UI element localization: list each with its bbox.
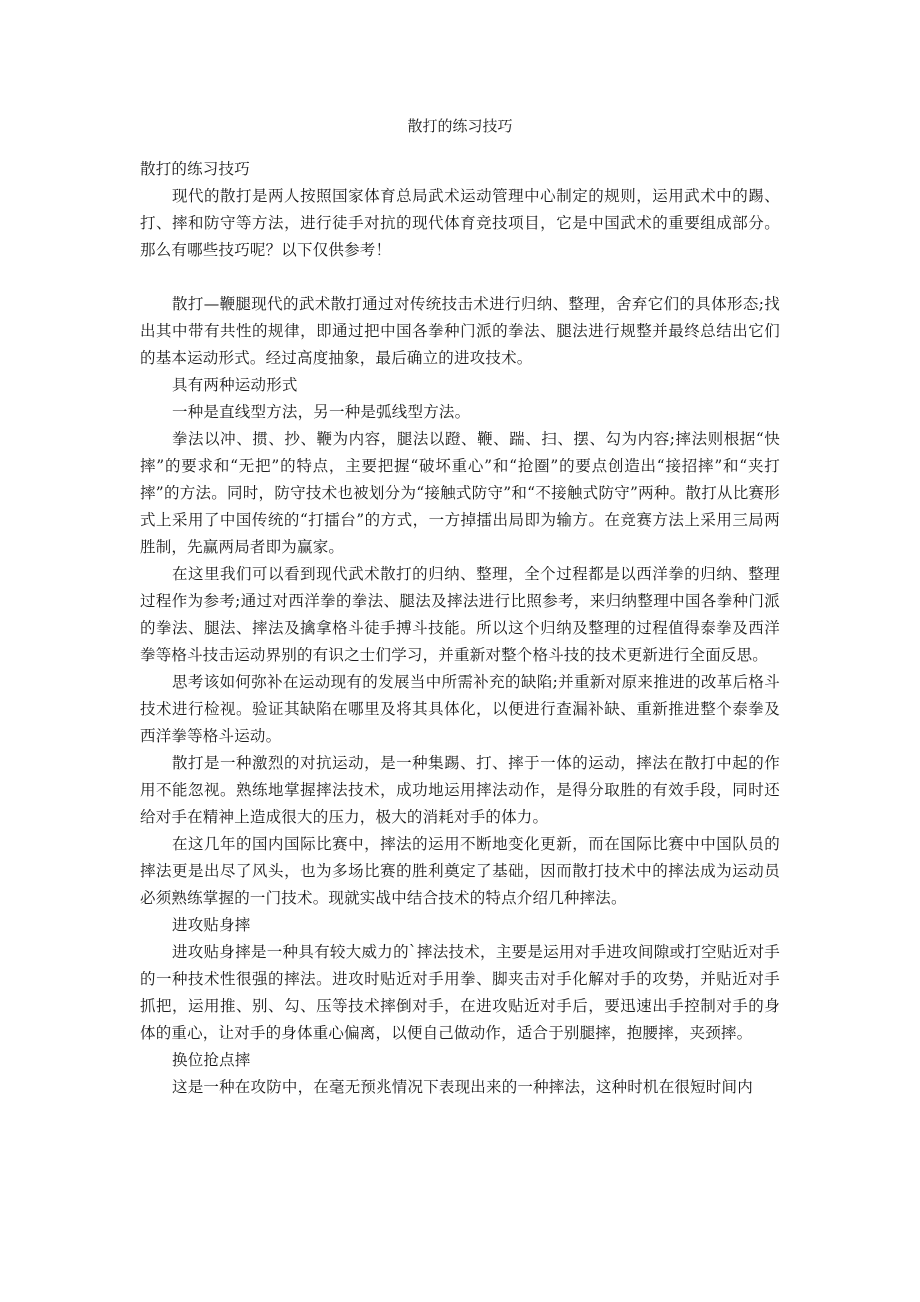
- paragraph-reflection: 思考该如何弥补在运动现有的发展当中所需补充的缺陷;并重新对原来推进的改革后格斗技术进行检视。验证其缺陷在哪里及将其具体化，以便进行查漏补缺、重新推进整个泰拳及西洋拳等格斗运动。: [140, 673, 780, 745]
- paragraph-techniques: 拳法以冲、掼、抄、鞭为内容，腿法以蹬、鞭、踹、扫、摆、勾为内容;摔法则根据“快摔”的要求和“无把”的特点，主要把握“破坏重心”和“抢圈”的要点创造出“接招摔”和“夹打摔”的方法。同时，防守技术也被划分为“接触式防守”和“不接触式防守”两种。散打从比赛形式上采用了中国传统的“打擂台”的方式，一方掉擂出局即为输方。在竞赛方法上采用三局两胜制，先赢两局者即为赢家。: [140, 430, 780, 556]
- document-subtitle: 散打的练习技巧: [140, 160, 250, 178]
- document-body: [140, 156, 780, 1101]
- paragraph-position-throw: 这是一种在攻防中，在毫无预兆情况下表现出来的一种摔法，这种时机在很短时间内: [172, 1078, 753, 1096]
- paragraph-gap: [140, 264, 780, 291]
- paragraph-two-forms: 一种是直线型方法，另一种是弧线型方法。: [172, 403, 471, 421]
- document-title: 散打的练习技巧: [407, 117, 513, 135]
- section-heading-two-forms: 具有两种运动形式: [172, 376, 298, 394]
- section-heading-close-throw: 进攻贴身摔: [172, 916, 251, 934]
- paragraph-throwing-importance: 散打是一种激烈的对抗运动，是一种集踢、打、摔于一体的运动，摔法在散打中起的作用不能忽视。熟练地掌握摔法技术，成功地运用摔法动作，是得分取胜的有效手段，同时还给对手在精神上造成很大的压力，极大的消耗对手的体力。: [140, 754, 780, 826]
- section-heading-position-throw: 换位抢点摔: [172, 1051, 251, 1069]
- paragraph-whip-kick: 散打—鞭腿现代的武术散打通过对传统技击术进行归纳、整理，舍弃它们的具体形态;找出其中带有共性的规律，即通过把中国各拳种门派的拳法、腿法进行规整并最终总结出它们的基本运动形式。经过高度抽象，最后确立的进攻技术。: [140, 295, 780, 367]
- paragraph-close-throw: 进攻贴身摔是一种具有较大威力的`摔法技术，主要是运用对手进攻间隙或打空贴近对手的一种技术性很强的摔法。进攻时贴近对手用拳、脚夹击对手化解对手的攻势，并贴近对手抓把，运用推、别、勾、压等技术摔倒对手，在进攻贴近对手后，要迅速出手控制对手的身体的重心，让对手的身体重心偏离，以便自己做动作，适合于别腿摔，抱腰摔，夹颈摔。: [140, 943, 780, 1042]
- paragraph-intro: 现代的散打是两人按照国家体育总局武术运动管理中心制定的规则，运用武术中的踢、打、摔和防守等方法，进行徒手对抗的现代体育竞技项目，它是中国武术的重要组成部分。那么有哪些技巧呢？以下仅供参考！: [140, 187, 780, 259]
- paragraph-competition: 在这几年的国内国际比赛中，摔法的运用不断地变化更新，而在国际比赛中中国队员的摔法更是出尽了风头，也为多场比赛的胜利奠定了基础，因而散打技术中的摔法成为运动员必须熟练掌握的一门技术。现就实战中结合技术的特点介绍几种摔法。: [140, 835, 780, 907]
- paragraph-western-boxing: 在这里我们可以看到现代武术散打的归纳、整理，全个过程都是以西洋拳的归纳、整理过程作为参考;通过对西洋拳的拳法、腿法及摔法进行比照参考，来归纳整理中国各拳种门派的拳法、腿法、摔法及擒拿格斗徒手搏斗技能。所以这个归纳及整理的过程值得泰拳及西洋拳等格斗技击运动界别的有识之士们学习，并重新对整个格斗技的技术更新进行全面反思。: [140, 565, 780, 664]
